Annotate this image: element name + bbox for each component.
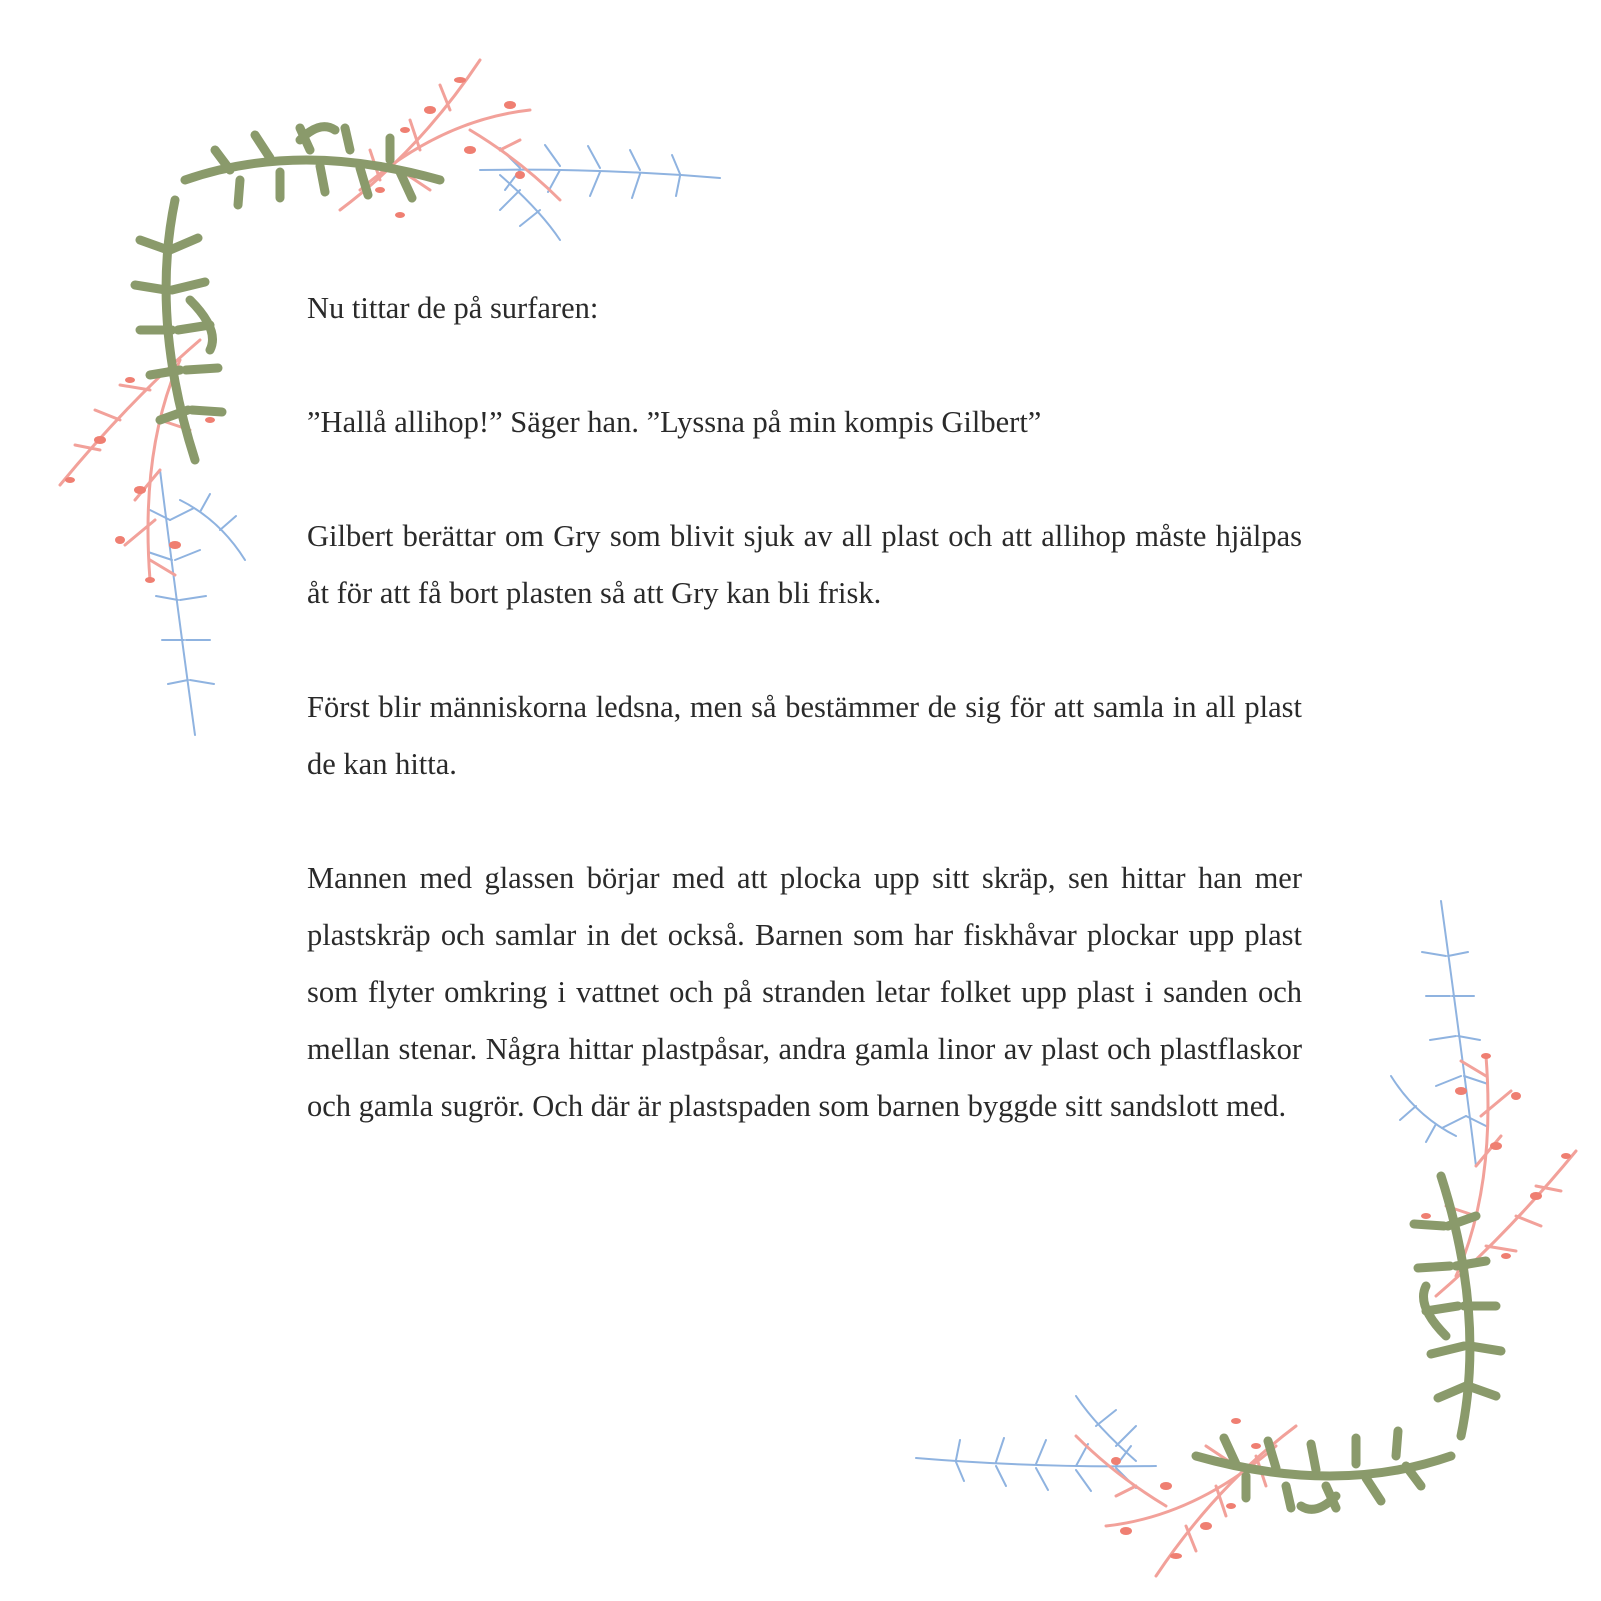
story-text: [307, 280, 1302, 1135]
paragraph: Mannen med glassen börjar med att plocka upp sitt skräp, sen hittar han mer plastskräp och samlar in det också. Barnen som har fiskhåvar plockar upp plast som flyter omkring i vattnet och på stranden letar folket upp plast i sanden och mellan stenar. Några hittar plastpåsar, andra gamla linor av plast och plastflaskor och gamla sugrör. Och där är plastspaden som barnen byggde sitt sandslott med.: [307, 861, 1302, 1123]
paragraph: Gilbert berättar om Gry som blivit sjuk av all plast och att allihop måste hjälpas åt för att få bort plasten så att Gry kan bli frisk.: [307, 519, 1302, 610]
paragraph: Först blir människorna ledsna, men så bestämmer de sig för att samla in all plast de kan hitta.: [307, 690, 1302, 781]
paragraph: Nu tittar de på surfaren:: [307, 291, 599, 325]
paragraph: ”Hallå allihop!” Säger han. ”Lyssna på min kompis Gilbert”: [307, 405, 1042, 439]
